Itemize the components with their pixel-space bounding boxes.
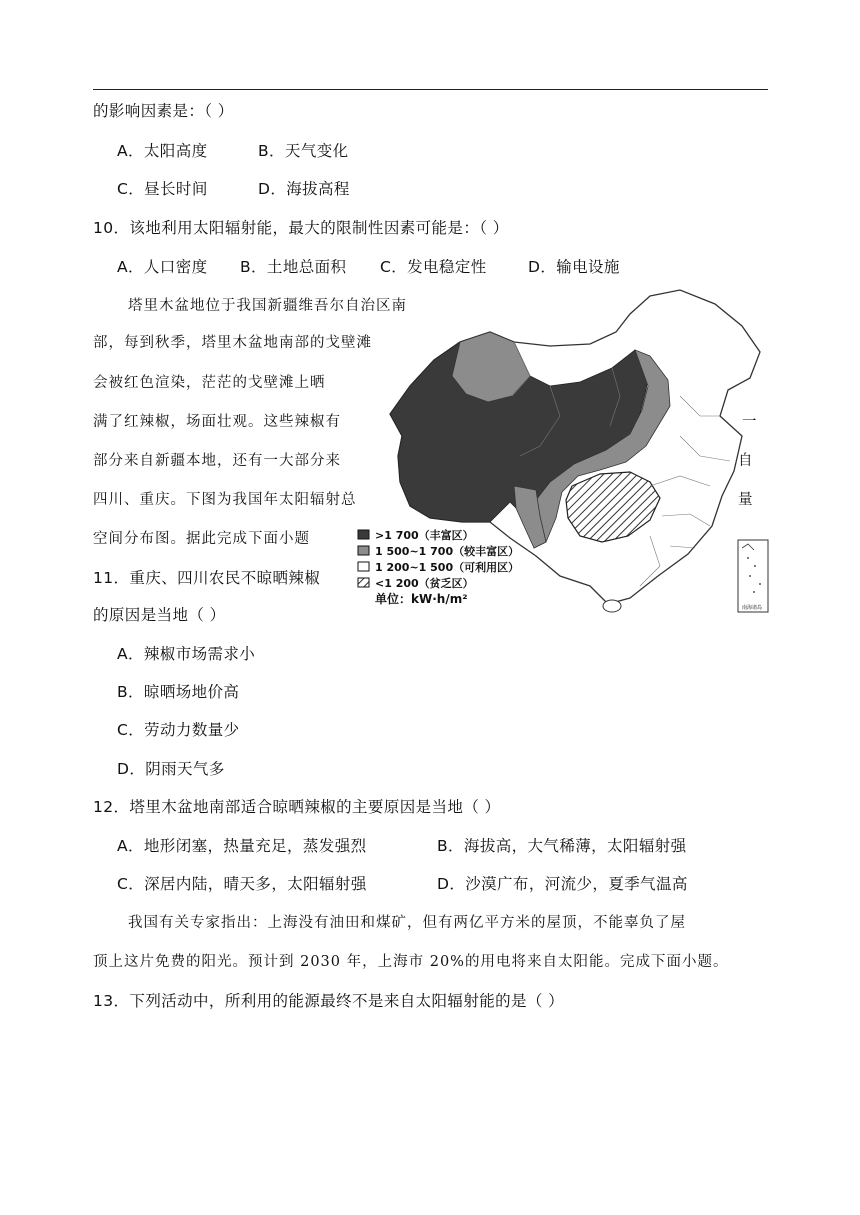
legend-swatch-rich <box>358 530 369 539</box>
q9-option-a: A．太阳高度 <box>117 142 208 160</box>
q9-option-b: B．天气变化 <box>258 142 349 160</box>
legend-label-poor: <1 200（贫乏区） <box>375 577 474 590</box>
q10-option-c: C．发电稳定性 <box>380 258 487 276</box>
q11-stem-line2: 的原因是当地（ ） <box>93 606 226 624</box>
passage1-line2: 部，每到秋季，塔里木盆地南部的戈壁滩 <box>93 335 372 351</box>
map-legend <box>358 528 519 606</box>
passage2-line1: 我国有关专家指出：上海没有油田和煤矿，但有两亿平方米的屋顶，不能辜负了屋 <box>128 915 686 931</box>
passage1-line4: 满了红辣椒，场面壮观。这些辣椒有 <box>93 414 341 430</box>
passage2-line2: 顶上这片免费的阳光。预计到 2030 年，上海市 20%的用电将来自太阳能。完成下面小题。 <box>93 954 729 970</box>
passage1-line3: 会被红色渲染，茫茫的戈壁滩上晒 <box>93 375 326 391</box>
q10-option-d: D．输电设施 <box>528 258 620 276</box>
header-rule <box>93 89 768 90</box>
passage1-line1: 塔里木盆地位于我国新疆维吾尔自治区南 <box>128 298 407 314</box>
q11-stem-line1: 11．重庆、四川农民不晾晒辣椒 <box>93 569 321 587</box>
hainan-island <box>603 600 621 612</box>
solar-radiation-map <box>350 286 770 616</box>
south-china-sea-inset <box>738 540 768 612</box>
q11-option-a: A．辣椒市场需求小 <box>117 645 256 663</box>
legend-swatch-usable <box>358 562 369 571</box>
q12-option-c: C．深居内陆，晴天多，太阳辐射强 <box>117 875 367 893</box>
q10-stem: 10．该地利用太阳辐射能，最大的限制性因素可能是：（ ） <box>93 219 509 237</box>
passage1-line4-end: 一 <box>742 414 758 430</box>
q11-option-c: C．劳动力数量少 <box>117 721 240 739</box>
q9-option-d: D．海拔高程 <box>258 180 350 198</box>
q11-option-b: B．晾晒场地价高 <box>117 683 240 701</box>
legend-label-rather-rich: 1 500~1 700（较丰富区） <box>375 545 520 558</box>
legend-label-usable: 1 200~1 500（可利用区） <box>375 561 520 574</box>
legend-unit: 单位：kW·h/m² <box>375 592 468 606</box>
passage1-line6: 四川、重庆。下图为我国年太阳辐射总 <box>93 492 357 508</box>
legend-swatch-rather-rich <box>358 546 369 555</box>
legend-swatch-poor <box>358 578 369 587</box>
passage1-line5: 部分来自新疆本地，还有一大部分来 <box>93 453 341 469</box>
q12-stem: 12．塔里木盆地南部适合晾晒辣椒的主要原因是当地（ ） <box>93 798 501 816</box>
passage1-line5-end: 自 <box>738 453 754 469</box>
q13-stem: 13．下列活动中，所利用的能源最终不是来自太阳辐射能的是（ ） <box>93 992 565 1010</box>
legend-label-rich: >1 700（丰富区） <box>375 529 474 542</box>
q9-stem-tail: 的影响因素是：（ ） <box>93 102 234 120</box>
passage1-line7: 空间分布图。据此完成下面小题 <box>93 531 310 547</box>
q9-option-c: C．昼长时间 <box>117 180 208 198</box>
q11-option-d: D．阴雨天气多 <box>117 760 225 778</box>
q10-option-a: A．人口密度 <box>117 258 208 276</box>
q12-option-b: B．海拔高，大气稀薄，太阳辐射强 <box>437 837 687 855</box>
passage1-line6-end: 量 <box>738 492 754 508</box>
inset-label: 南海诸岛 <box>742 605 763 611</box>
q12-option-d: D．沙漠广布，河流少，夏季气温高 <box>437 875 688 893</box>
q10-option-b: B．土地总面积 <box>240 258 347 276</box>
q12-option-a: A．地形闭塞，热量充足，蒸发强烈 <box>117 837 367 855</box>
